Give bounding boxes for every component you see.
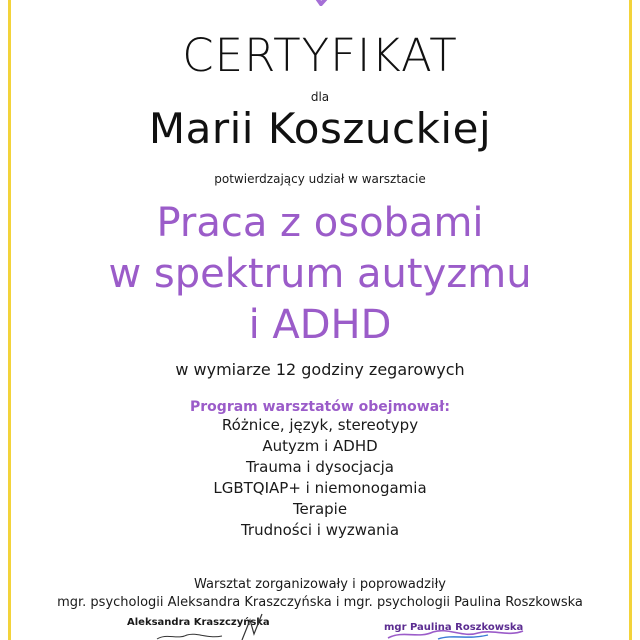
confirmation-text: potwierdzający udział w warsztacie	[214, 172, 426, 186]
workshop-title	[0, 198, 640, 351]
program-item: Trudności i wyzwania	[240, 521, 400, 539]
recipient-name: Marii Koszuckiej	[148, 104, 492, 153]
workshop-title-line: w spektrum autyzmu	[108, 251, 532, 297]
program-heading: Program warsztatów obejmował:	[190, 399, 450, 415]
right-signature-scribble-icon	[378, 626, 528, 640]
program-list	[0, 415, 640, 541]
left-signature-mark-icon	[238, 612, 278, 640]
left-signature-name: Aleksandra Kraszczyńska	[127, 617, 270, 628]
certificate-title: CERTYFIKAT	[182, 29, 458, 82]
workshop-title-line: Praca z osobami	[156, 200, 484, 246]
organized-by-text: Warsztat zorganizowały i poprowadziły	[194, 577, 446, 592]
left-signature-scribble-icon	[127, 631, 237, 640]
duration-text: w wymiarze 12 godziny zegarowych	[175, 360, 465, 379]
organizers-text: mgr. psychologii Aleksandra Kraszczyńska i mgr. psychologii Paulina Roszkowska	[57, 595, 583, 610]
program-item: Różnice, język, stereotypy	[221, 416, 419, 434]
for-label: dla	[310, 90, 330, 104]
program-item: Terapie	[292, 500, 348, 518]
program-item: Autyzm i ADHD	[262, 437, 378, 455]
logo-fragment-icon	[310, 0, 336, 6]
workshop-title-line: i ADHD	[248, 302, 392, 348]
program-item: Trauma i dysocjacja	[246, 458, 394, 476]
right-signature-name: mgr Paulina Roszkowska	[384, 622, 524, 633]
program-item: LGBTQIAP+ i niemonogamia	[213, 479, 427, 497]
